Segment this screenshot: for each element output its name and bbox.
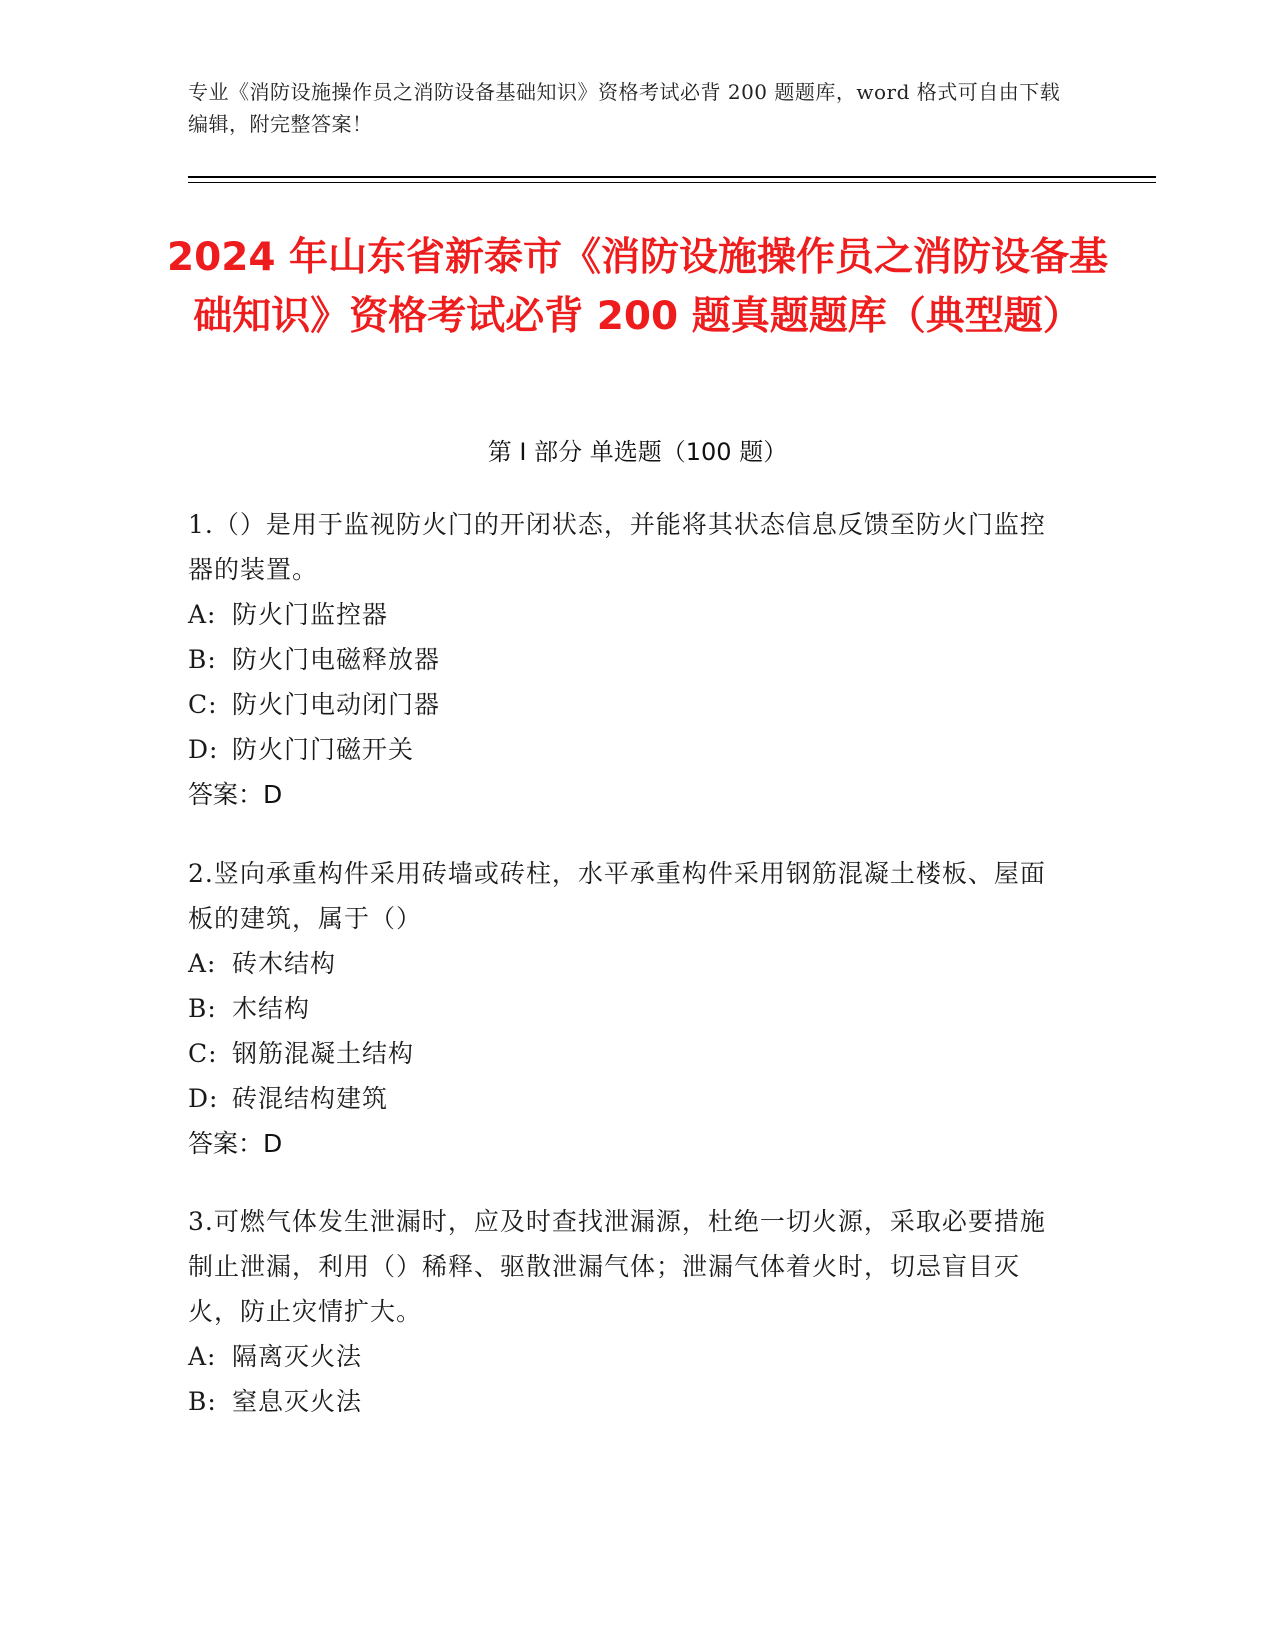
header-divider-thick [188,176,1156,178]
option-key: A: [188,1342,217,1371]
question-2 [188,851,1068,1166]
header-divider-thin [188,182,1156,183]
option-a [188,1334,1068,1379]
option-key: A: [188,949,217,978]
option-text: 窒息灭火法 [232,1387,363,1416]
question-stem: 1.（）是用于监视防火门的开闭状态，并能将其状态信息反馈至防火门监控器的装置。 [188,510,1046,584]
option-a [188,941,1068,986]
option-key: A: [188,600,217,629]
option-text: 防火门电动闭门器 [232,690,441,719]
question-stem: 2.竖向承重构件采用砖墙或砖柱，水平承重构件采用钢筋混凝土楼板、屋面板的建筑，属于（） [188,859,1046,933]
option-d [188,1076,1068,1121]
option-b [188,986,1068,1031]
option-key: B: [188,994,217,1023]
document-title: 2024 年山东省新泰市《消防设施操作员之消防设备基础知识》资格考试必背 200 题真题题库（典型题） [166,235,1109,339]
option-key: B: [188,1387,217,1416]
option-c [188,1031,1068,1076]
option-b [188,1379,1068,1424]
option-b [188,637,1068,682]
answer: 答案：D [188,1129,283,1158]
option-key: C: [188,1039,218,1068]
option-key: C: [188,690,218,719]
option-a [188,592,1068,637]
option-text: 砖木结构 [232,949,337,978]
option-text: 砖混结构建筑 [232,1084,389,1113]
option-d [188,727,1068,772]
option-key: D: [188,735,219,764]
option-c [188,682,1068,727]
option-key: B: [188,645,217,674]
question-3 [188,1199,1068,1424]
option-text: 防火门门磁开关 [232,735,415,764]
section-title: 第 I 部分 单选题（100 题） [487,438,788,466]
question-1 [188,502,1068,817]
option-text: 木结构 [232,994,311,1023]
option-text: 防火门监控器 [232,600,389,629]
option-text: 防火门电磁释放器 [232,645,441,674]
option-key: D: [188,1084,219,1113]
answer: 答案：D [188,780,283,809]
header-note: 专业《消防设施操作员之消防设备基础知识》资格考试必背 200 题题库，word 格式可自由下载编辑，附完整答案！ [188,80,1061,136]
question-stem: 3.可燃气体发生泄漏时，应及时查找泄漏源，杜绝一切火源，采取必要措施制止泄漏，利用（）稀释、驱散泄漏气体；泄漏气体着火时，切忌盲目灭火，防止灾情扩大。 [188,1207,1046,1326]
option-text: 隔离灭火法 [232,1342,363,1371]
option-text: 钢筋混凝土结构 [232,1039,415,1068]
